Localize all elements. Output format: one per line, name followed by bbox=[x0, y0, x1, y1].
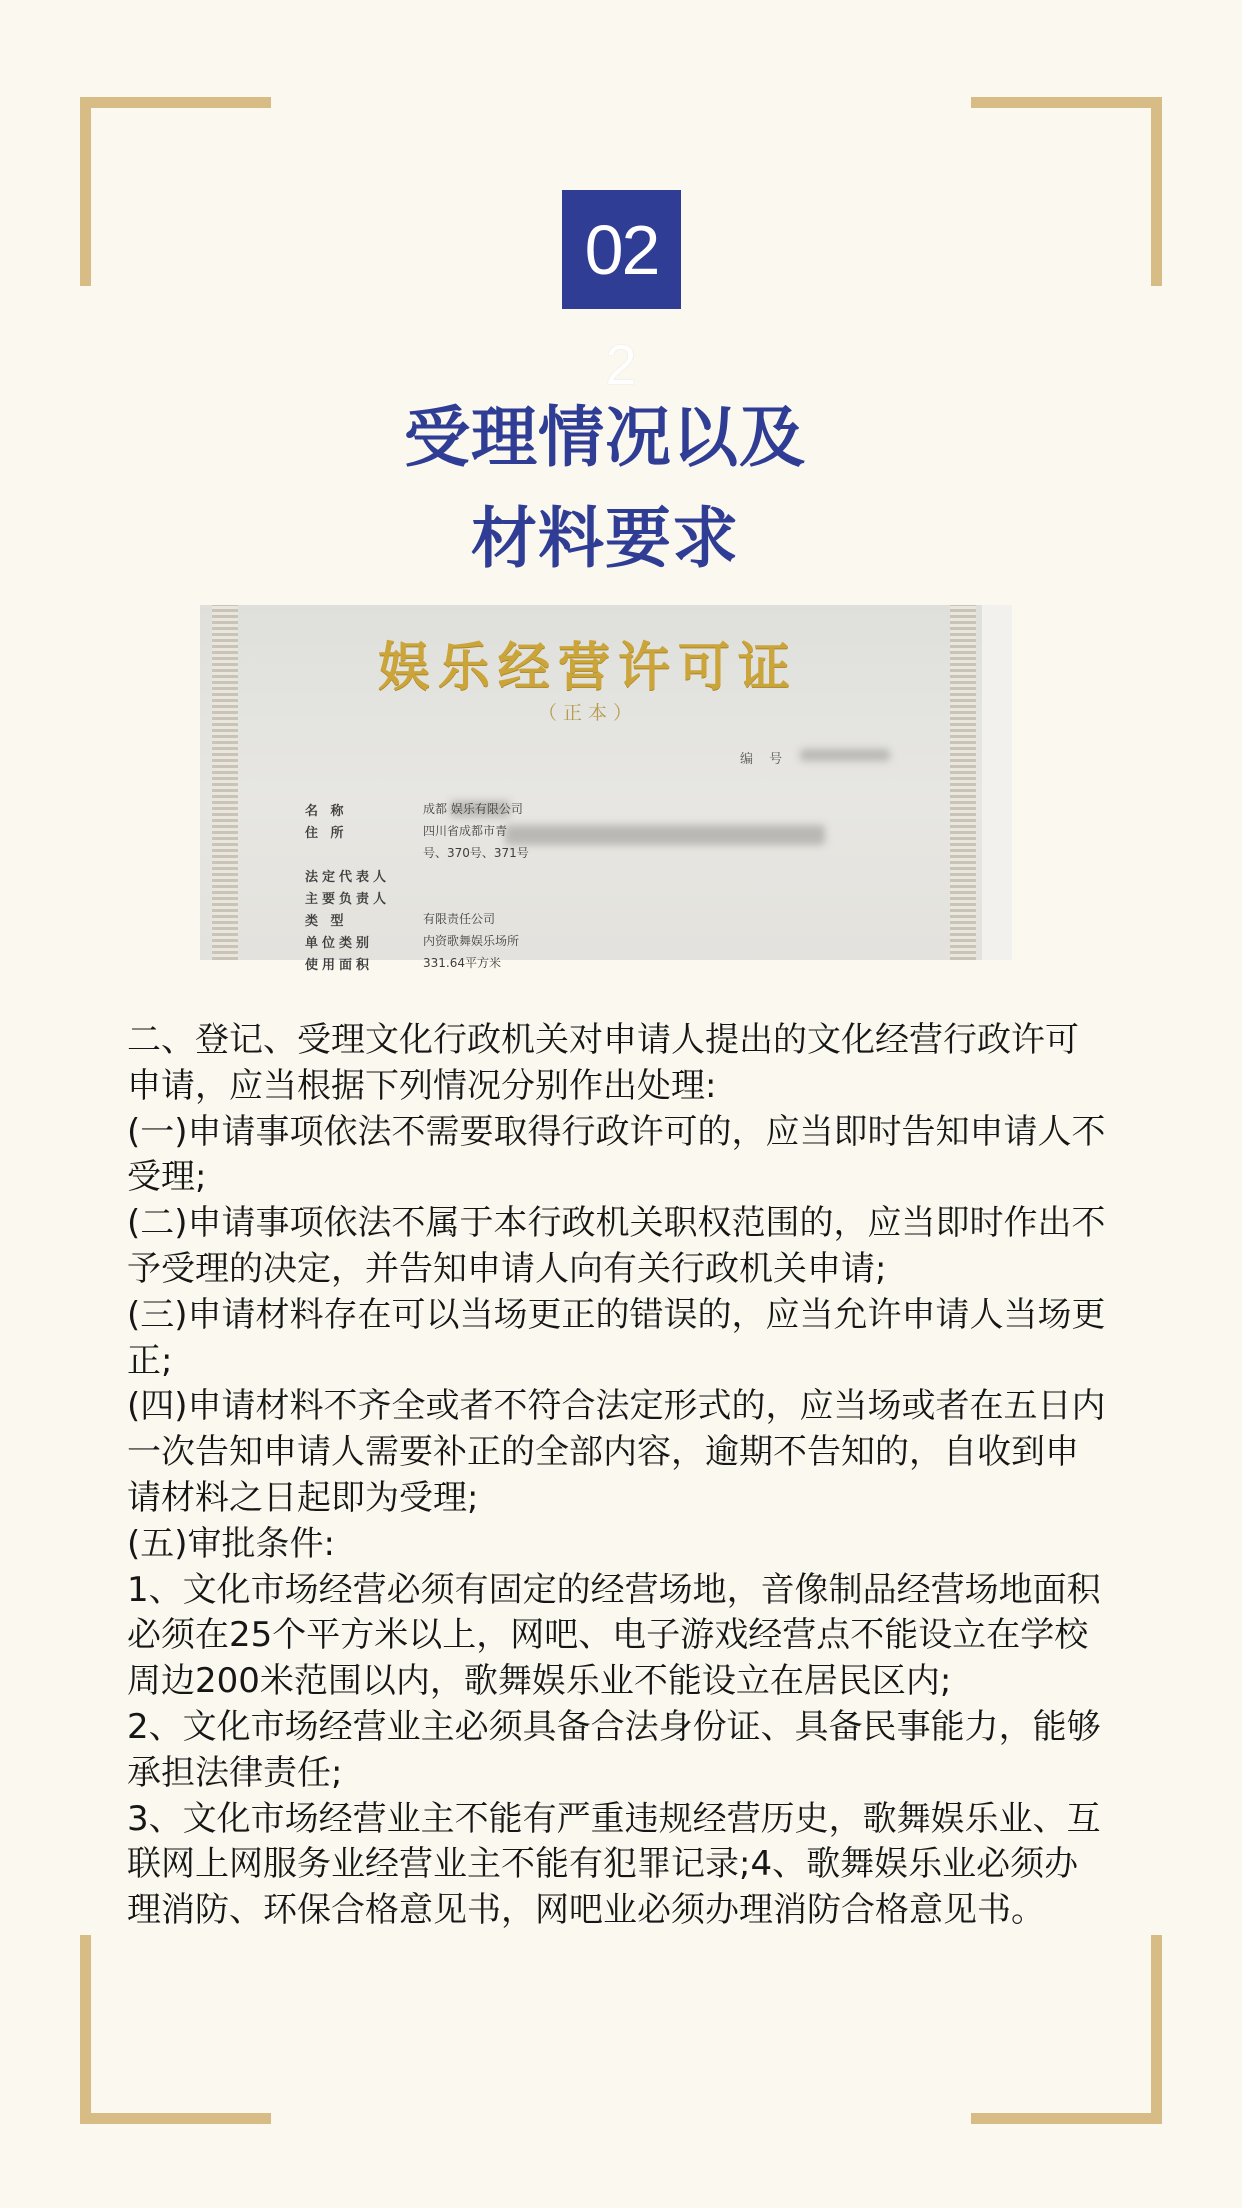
license-row: 法定代表人 bbox=[305, 870, 391, 885]
corner-decoration-top-right bbox=[971, 97, 1162, 286]
license-row: 名 称 成都 娱乐有限公司 bbox=[305, 802, 523, 819]
paragraph-item-4: (四)申请材料不齐全或者不符合法定形式的，应当场或者在五日内一次告知申请人需要补正的全部内容，逾期不告知的，自收到申请材料之日起即为受理; bbox=[127, 1386, 1106, 1518]
license-title: 娱乐经营许可证 bbox=[377, 637, 798, 698]
paragraph-condition-3-4: 3、文化市场经营业主不能有严重违规经营历史，歌舞娱乐业、互联网上网服务业经营业主不能有犯罪记录;4、歌舞娱乐业必须办理消防、环保合格意见书，网吧业必须办理消防合格意见书。 bbox=[127, 1798, 1101, 1931]
license-subtitle: （正本） bbox=[537, 702, 638, 724]
license-number-label: 编 号 bbox=[740, 752, 789, 767]
redacted-address bbox=[505, 825, 825, 845]
license-row: 单位类别 内资歌舞娱乐场所 bbox=[305, 934, 520, 951]
section-number-badge: 02 bbox=[562, 190, 681, 309]
paragraph-item-3: (三)申请材料存在可以当场更正的错误的，应当允许申请人当场更正; bbox=[127, 1294, 1106, 1381]
corner-decoration-bottom-left bbox=[80, 1935, 271, 2124]
paragraph-condition-2: 2、文化市场经营业主必须具备合法身份证、具备民事能力，能够承担法律责任; bbox=[127, 1706, 1101, 1793]
page-title-line-1: 受理情况以及 bbox=[404, 399, 806, 476]
license-row: 住 所 四川省成都市青 bbox=[305, 824, 508, 841]
license-photo-edge bbox=[982, 605, 1012, 960]
paragraph-item-2: (二)申请事项依法不属于本行政机关职权范围的，应当即时作出不予受理的决定，并告知申请人向有关行政机关申请; bbox=[127, 1203, 1106, 1289]
page-title-line-2: 材料要求 bbox=[471, 500, 739, 577]
license-photo bbox=[200, 605, 1012, 973]
section-number-watermark: 2 bbox=[605, 333, 637, 396]
paragraph-item-1: (一)申请事项依法不需要取得行政许可的，应当即时告知申请人不受理; bbox=[127, 1111, 1106, 1198]
license-row: 类 型 有限责任公司 bbox=[305, 912, 496, 929]
license-row: 使用面积 331.64平方米 bbox=[305, 956, 501, 973]
license-fields bbox=[305, 800, 529, 976]
article-body bbox=[127, 1018, 1107, 1934]
redacted-number bbox=[800, 749, 890, 761]
license-row: 号、370号、371号 bbox=[423, 846, 529, 860]
paragraph-condition-1: 1、文化市场经营必须有固定的经营场地，音像制品经营场地面积必须在25个平方米以上，网吧、电子游戏经营点不能设立在学校周边200米范围以内，歌舞娱乐业不能设立在居民区内; bbox=[127, 1569, 1101, 1702]
license-row: 主要负责人 bbox=[305, 892, 391, 907]
paragraph-intro: 二、登记、受理文化行政机关对申请人提出的文化经营行政许可申请，应当根据下列情况分别作出处理: bbox=[127, 1020, 1079, 1106]
corner-decoration-top-left bbox=[80, 97, 271, 286]
corner-decoration-bottom-right bbox=[971, 1935, 1162, 2124]
paragraph-item-5: (五)审批条件: bbox=[127, 1523, 335, 1564]
